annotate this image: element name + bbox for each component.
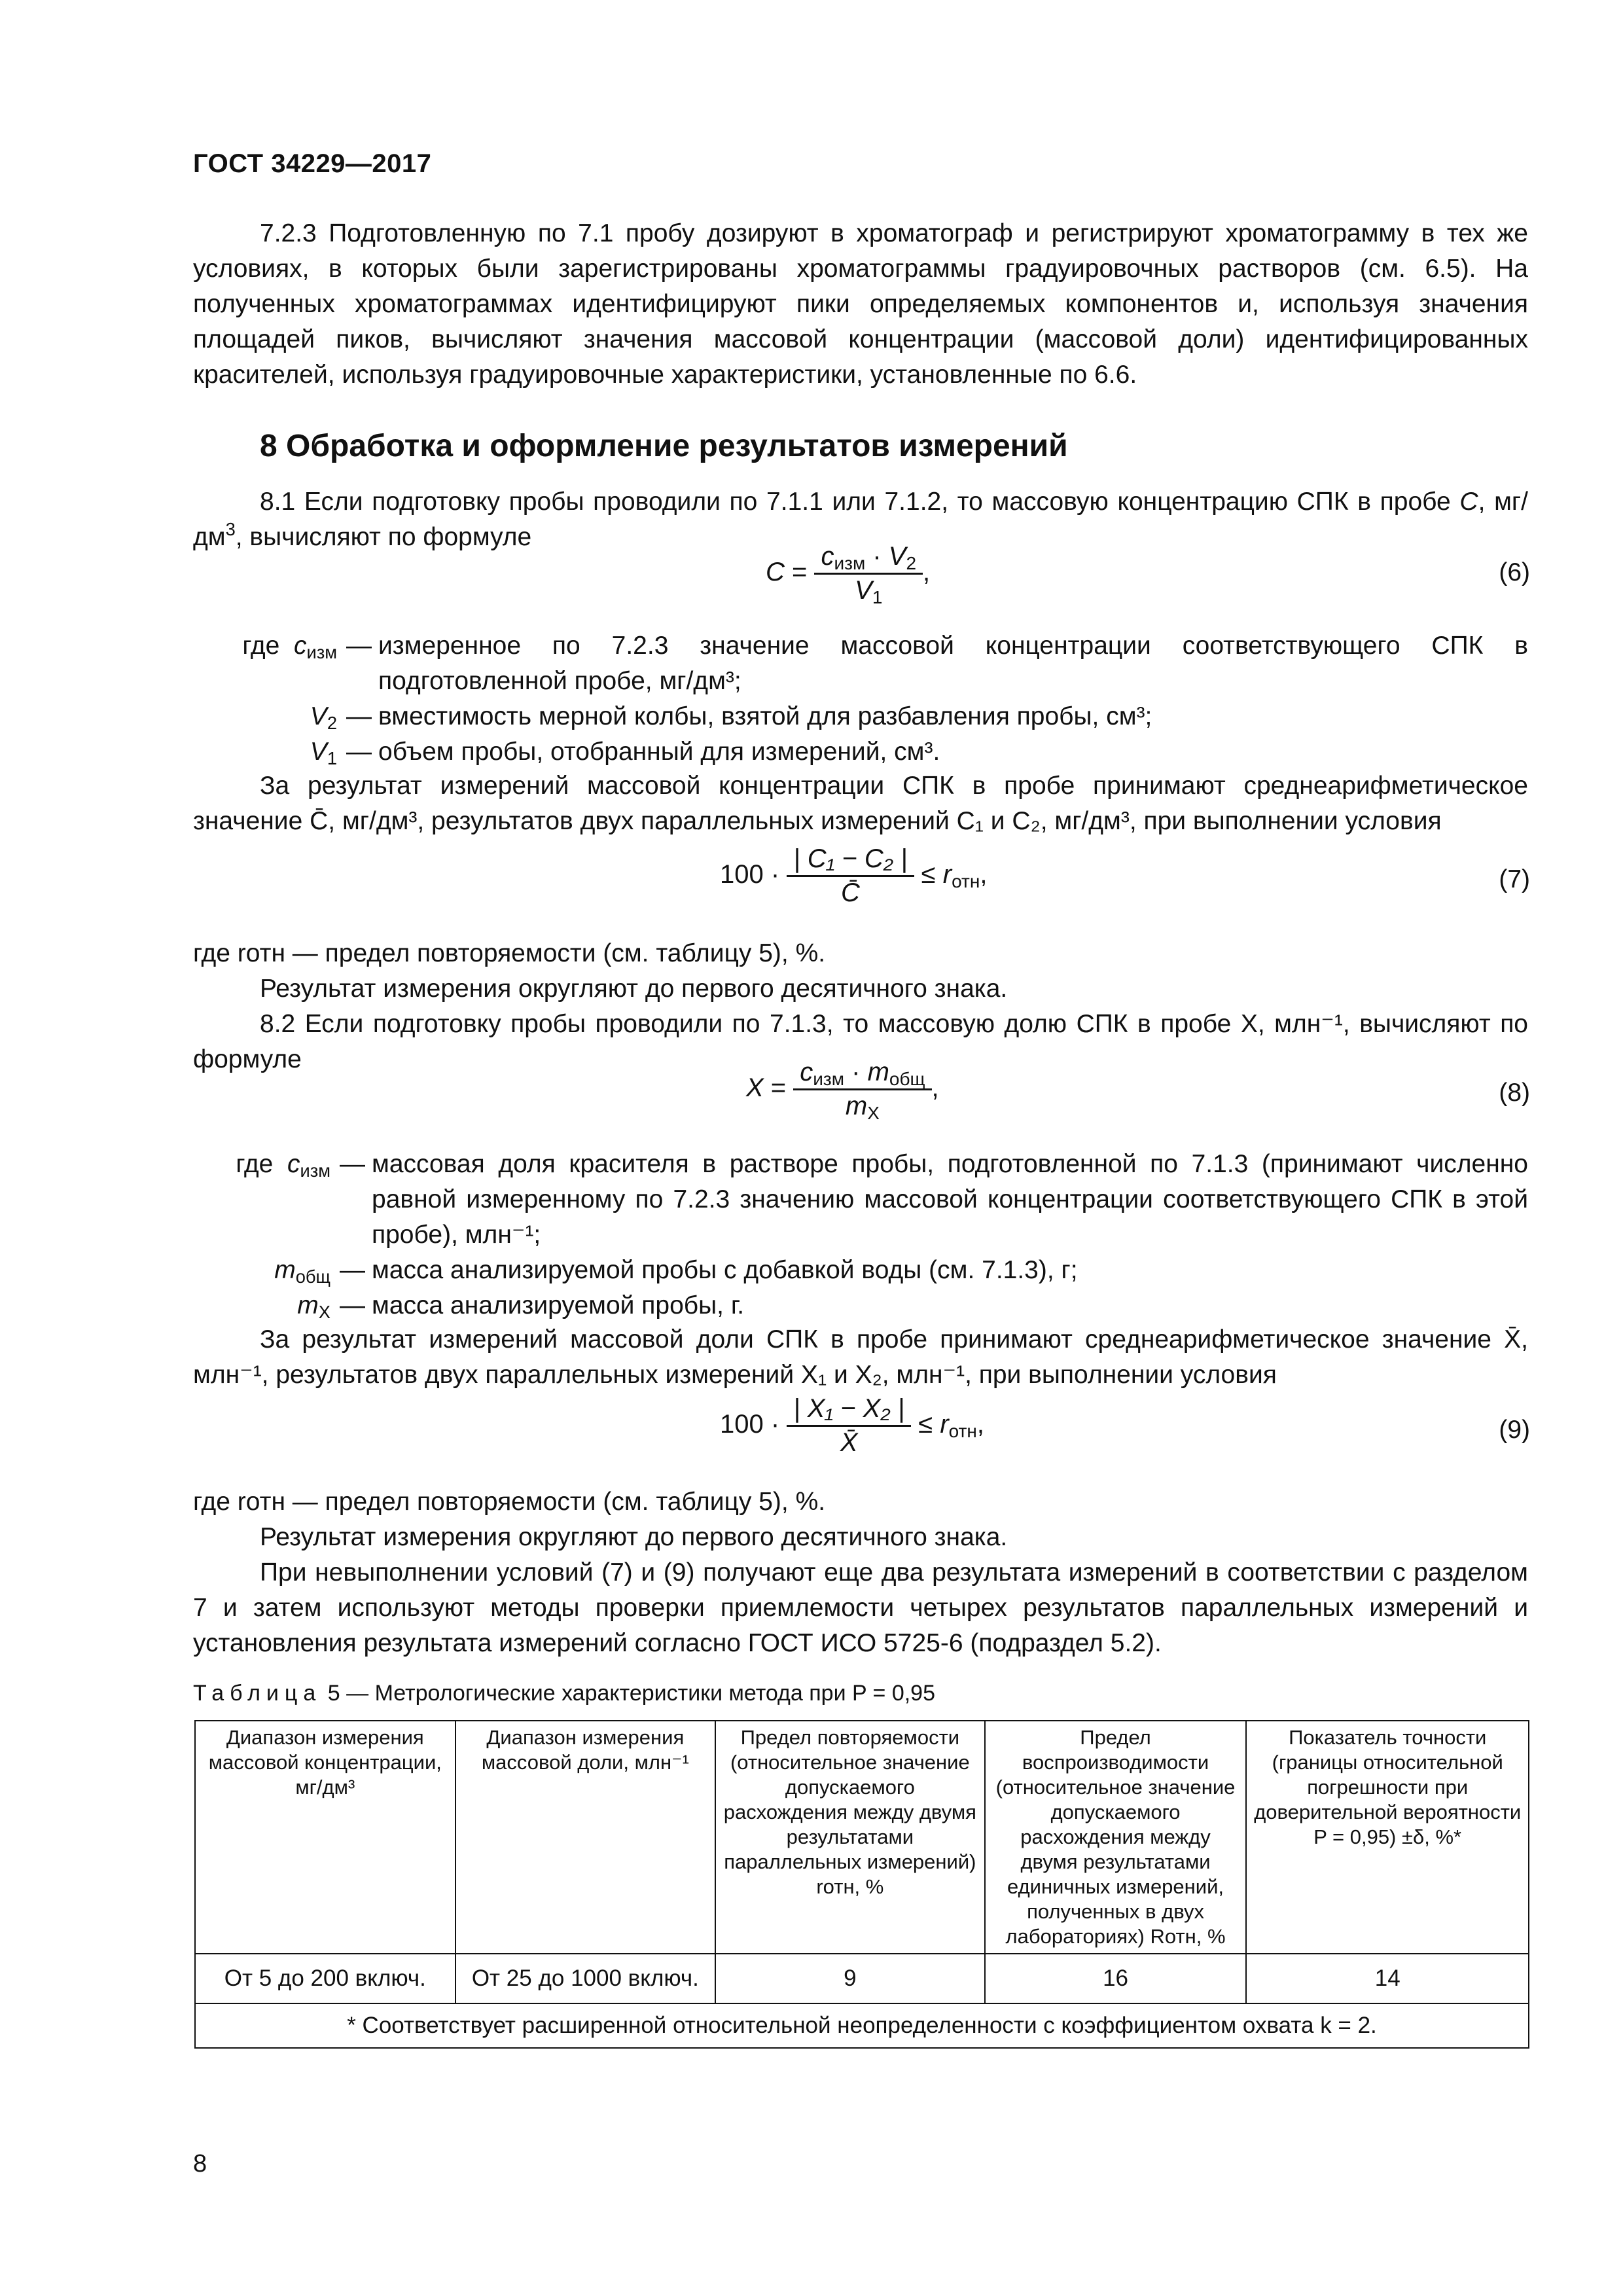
formula-8-num-a: c	[800, 1058, 813, 1086]
table-row	[195, 1954, 1529, 2003]
formula-8-lhs: X	[746, 1073, 764, 1103]
formula-6-fraction: $\frac{c_{изм} \cdot V_2}{V_1}$	[814, 542, 923, 605]
definition-sub: 1	[327, 747, 337, 768]
formula-7-number: (7)	[1499, 865, 1530, 893]
formula-9-den: X̄	[840, 1428, 858, 1457]
table-cell: 14	[1246, 1954, 1529, 2003]
paragraph-8-2: 8.2 Если подготовку пробы проводили по 7.1.3, то массовую долю СПК в пробе X, млн⁻¹, вычисляют по формуле	[193, 1010, 1528, 1073]
symbol-C: C	[1459, 488, 1478, 516]
formula-6: C = $\frac{c_{изм} \cdot V_2}{V_1}$ ,	[766, 542, 931, 607]
table-5	[194, 1720, 1529, 2049]
paragraph-8-1-text: 8.1 Если подготовку пробы проводили по 7.1.1 или 7.1.2, то массовую концентрацию СПК в пробе	[260, 488, 1451, 516]
unit-pre: , мг/дм	[193, 488, 1528, 551]
standard-header: ГОСТ 34229—2017	[193, 149, 432, 178]
formula-9-rhs: ≤ r	[918, 1410, 949, 1439]
formula-6-num-a-sub: изм	[834, 553, 866, 573]
definition-text: объем пробы, отобранный для измерений, см³.	[378, 738, 940, 766]
formula-8-den-sub: X	[867, 1103, 880, 1123]
formula-6-num-b-sub: 2	[906, 553, 917, 573]
table-note-row	[195, 2003, 1529, 2048]
formula-7: 100 · $\frac{\text{| C₁ − C₂ |}}{C̄}$ ≤ $r_{отн}$,	[720, 844, 988, 907]
formula-8-fraction: $\frac{c_{изм} \cdot m_{общ}}{m_X}$	[793, 1058, 931, 1121]
formula-8-num-b-sub: общ	[889, 1069, 925, 1089]
definition-sub: X	[318, 1301, 330, 1322]
formula-7-den: C̄	[840, 878, 860, 907]
formula-6-num-a: c	[821, 542, 834, 571]
formula-8-num-a-sub: изм	[813, 1069, 845, 1089]
definition-symbol: c	[287, 1150, 300, 1178]
formula-9-rhs-sub: отн	[948, 1421, 977, 1442]
table-header-cell: Показатель точности (границы относительной погрешности при доверительной вероятности P = 0,95) ±δ, %*	[1246, 1721, 1529, 1954]
table-5-caption	[193, 1681, 935, 1706]
definition-row: $V_1$ — объем пробы, отобранный для измерений, см³.	[193, 734, 1528, 770]
definition-r-otn-9: где rотн — предел повторяемости (см. таблицу 5), %.	[193, 1488, 826, 1516]
rounding-note-2: Результат измерения округляют до первого десятичного знака.	[260, 1523, 1008, 1551]
formula-8-definitions	[193, 1147, 1528, 1323]
formula-6-den-sub: 1	[872, 587, 883, 607]
unit-sup: 3	[225, 519, 236, 539]
definition-sub: изм	[306, 641, 337, 662]
definition-symbol: V	[310, 702, 327, 730]
definition-symbol: m	[297, 1291, 319, 1319]
definition-row: $V_2$ — вместимость мерной колбы, взятой для разбавления пробы, см³;	[193, 699, 1528, 734]
formula-9: 100 · $\frac{\text{| X₁ − X₂ |}}{X̄}$ ≤ $r_{отн}$,	[720, 1394, 985, 1457]
definition-text: массовая доля красителя в растворе пробы, подготовленной по 7.1.3 (принимают численно равной измеренному по 7.2.3 значению массовой концентрации соответствующего СПК в этой пробе), млн⁻¹;	[372, 1150, 1528, 1249]
formula-7-fraction	[787, 844, 914, 908]
table-cell: От 5 до 200 включ.	[195, 1954, 455, 2003]
formula-7-rhs-sub: отн	[952, 871, 980, 892]
formula-8-number: (8)	[1499, 1079, 1530, 1107]
formula-7-rhs: ≤ r	[921, 860, 952, 889]
table-cell: 9	[715, 1954, 985, 2003]
formula-7-num: | C₁ − C₂ |	[787, 844, 914, 877]
formula-7-coef: 100	[720, 860, 764, 889]
table-header-cell: Предел воспроизводимости (относительное значение допускаемого расхождения между двумя результатами единичных измерений, полученных в двух лабораториях) Rотн, %	[985, 1721, 1247, 1954]
table-caption-word: Таблица	[193, 1681, 322, 1706]
table-cell: От 25 до 1000 включ.	[455, 1954, 715, 2003]
definition-row: где $c_{изм}$ — массовая доля красителя в растворе пробы, подготовленной по 7.1.3 (принимают численно равной измеренному по 7.2.3 значению массовой концентрации соответствующего СПК в этой пробе), млн⁻¹;	[193, 1147, 1528, 1253]
formula-9-number: (9)	[1499, 1416, 1530, 1444]
paragraph-7-2-3: 7.2.3 Подготовленную по 7.1 пробу дозируют в хроматограф и регистрируют хроматограмму в тех же условиях, в которых были зарегистрированы хроматограммы градуировочных растворов (см. 6.5). На полученных хроматограммах идентифицируют пики определяемых компонентов и, используя значения площадей пиков, вычисляют значения массовой концентрации (массовой доли) идентифицированных красителей, используя градуировочные характеристики, установленные по 6.6.	[193, 219, 1528, 389]
definition-pre: где	[242, 632, 280, 660]
definition-sub: общ	[295, 1266, 330, 1287]
definition-pre: где	[236, 1150, 274, 1178]
table-header-cell: Диапазон измерения массовой концентрации, мг/дм³	[195, 1721, 455, 1954]
paragraph-8-1-tail: , вычисляют по формуле	[235, 523, 532, 551]
table-note: * Соответствует расширенной относительной неопределенности с коэффициентом охвата k = 2.	[195, 2003, 1529, 2048]
formula-8: X = $\frac{c_{изм} \cdot m_{общ}}{m_X}$ ,	[746, 1058, 939, 1123]
formula-6-den: V	[855, 576, 872, 605]
formula-6-definitions	[193, 628, 1528, 770]
formula-6-number: (6)	[1499, 558, 1530, 586]
formula-6-num-b: V	[888, 542, 906, 571]
definition-sub: изм	[300, 1160, 330, 1181]
definition-symbol: c	[293, 632, 307, 660]
section-8-title: 8 Обработка и оформление результатов измерений	[260, 429, 1068, 463]
paragraph-result-X: За результат измерений массовой доли СПК в пробе принимают среднеарифметическое значение X̄, млн⁻¹, результатов двух параллельных измерений X₁ и X₂, млн⁻¹, при выполнении условия	[193, 1325, 1528, 1389]
definition-text: масса анализируемой пробы с добавкой воды (см. 7.1.3), г;	[372, 1256, 1078, 1284]
definition-text: измеренное по 7.2.3 значение массовой концентрации соответствующего СПК в подготовленной пробе, мг/дм³;	[378, 632, 1528, 695]
table-cell: 16	[985, 1954, 1247, 2003]
definition-sub: 2	[327, 712, 337, 733]
formula-8-num-b: m	[867, 1058, 889, 1086]
definition-text: масса анализируемой пробы, г.	[372, 1291, 745, 1319]
definition-text: вместимость мерной колбы, взятой для разбавления пробы, см³;	[378, 702, 1152, 730]
formula-9-num: | X₁ − X₂ |	[787, 1394, 911, 1427]
table-caption-rest: 5 — Метрологические характеристики метода при P = 0,95	[327, 1681, 935, 1706]
definition-symbol: V	[310, 738, 327, 766]
definition-symbol: m	[274, 1256, 296, 1284]
formula-8-den: m	[845, 1092, 868, 1121]
paragraph-result-C: За результат измерений массовой концентрации СПК в пробе принимают среднеарифметическое значение C̄, мг/дм³, результатов двух параллельных измерений C₁ и C₂, мг/дм³, при выполнении условия	[193, 772, 1528, 835]
table-header-cell: Диапазон измерения массовой доли, млн⁻¹	[455, 1721, 715, 1954]
table-header-cell: Предел повторяемости (относительное значение допускаемого расхождения между двумя результатами параллельных измерений) rотн, %	[715, 1721, 985, 1954]
formula-9-coef: 100	[720, 1410, 764, 1439]
rounding-note-1: Результат измерения округляют до первого десятичного знака.	[260, 975, 1008, 1003]
definition-r-otn-7: где rотн — предел повторяемости (см. таблицу 5), %.	[193, 939, 826, 967]
formula-9-fraction	[787, 1394, 911, 1458]
table-header-row	[195, 1721, 1529, 1954]
definition-row: где $c_{изм}$ — измеренное по 7.2.3 значение массовой концентрации соответствующего СПК в подготовленной пробе, мг/дм³;	[193, 628, 1528, 699]
page-number: 8	[193, 2150, 207, 2178]
definition-row: $m_X$ — масса анализируемой пробы, г.	[193, 1288, 1528, 1323]
formula-6-lhs: C	[766, 558, 785, 587]
definition-row: $m_{общ}$ — масса анализируемой пробы с добавкой воды (см. 7.1.3), г;	[193, 1253, 1528, 1288]
paragraph-fail-conditions: При невыполнении условий (7) и (9) получают еще два результата измерений в соответствии с разделом 7 и затем используют методы проверки приемлемости четырех результатов параллельных измерений и установления результата измерений согласно ГОСТ ИСО 5725-6 (подраздел 5.2).	[193, 1558, 1528, 1657]
